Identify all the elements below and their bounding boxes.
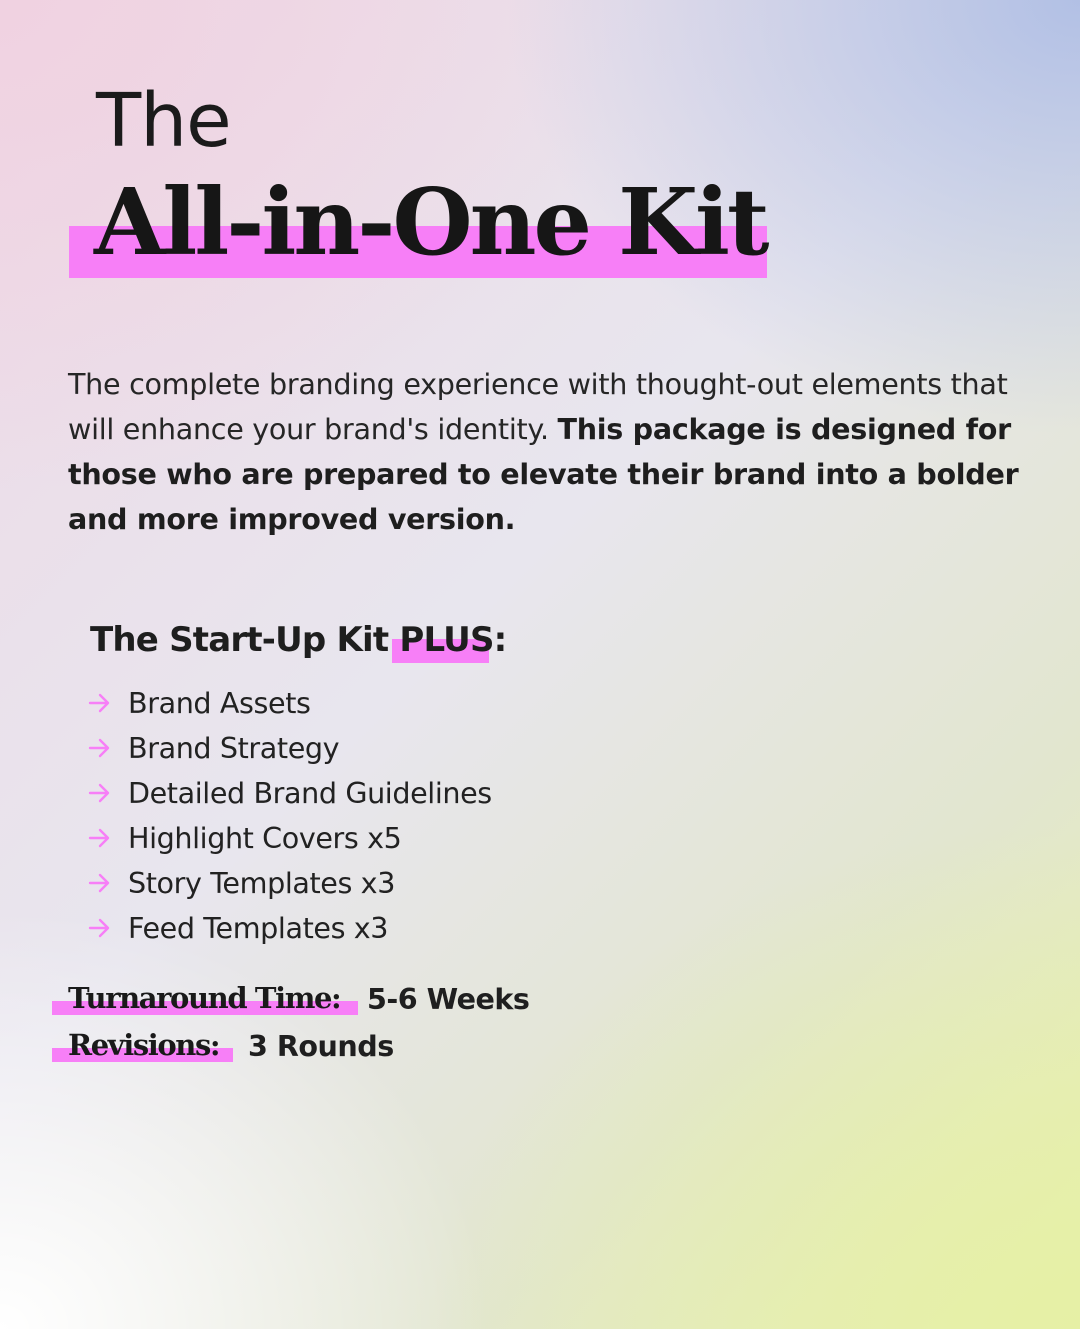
list-item <box>88 680 492 725</box>
list-item <box>88 815 492 860</box>
package-description <box>68 362 1058 542</box>
includes-heading-emphasis: PLUS <box>399 620 494 660</box>
revisions-label: Revisions: <box>68 1028 220 1062</box>
turnaround-value: 5-6 Weeks <box>367 982 530 1016</box>
feature-list <box>88 680 492 950</box>
feature-label: Brand Strategy <box>128 730 340 765</box>
list-item <box>88 770 492 815</box>
arrow-right-icon <box>88 916 112 940</box>
feature-label: Feed Templates x3 <box>128 910 389 945</box>
list-item <box>88 725 492 770</box>
title-eyebrow: The <box>96 78 231 164</box>
arrow-right-icon <box>88 781 112 805</box>
arrow-right-icon <box>88 826 112 850</box>
includes-heading <box>90 620 506 661</box>
arrow-right-icon <box>88 691 112 715</box>
description-regular: The complete branding experience with thought-out elements that will enhance your brand's identity. <box>68 367 1008 446</box>
feature-label: Detailed Brand Guidelines <box>128 775 492 810</box>
turnaround-label: Turnaround Time: <box>68 981 341 1015</box>
includes-heading-prefix: The Start-Up Kit <box>90 620 400 660</box>
arrow-right-icon <box>88 736 112 760</box>
feature-label: Highlight Covers x5 <box>128 820 402 855</box>
feature-label: Story Templates x3 <box>128 865 395 900</box>
list-item <box>88 905 492 950</box>
description-bold: This package is designed for those who are prepared to elevate their brand into a bolder and more improved version. <box>68 412 1019 536</box>
page-title: All-in-One Kit <box>94 168 767 276</box>
revisions-value: 3 Rounds <box>248 1029 394 1063</box>
list-item <box>88 860 492 905</box>
feature-label: Brand Assets <box>128 685 311 720</box>
arrow-right-icon <box>88 871 112 895</box>
includes-heading-suffix: : <box>493 620 507 660</box>
